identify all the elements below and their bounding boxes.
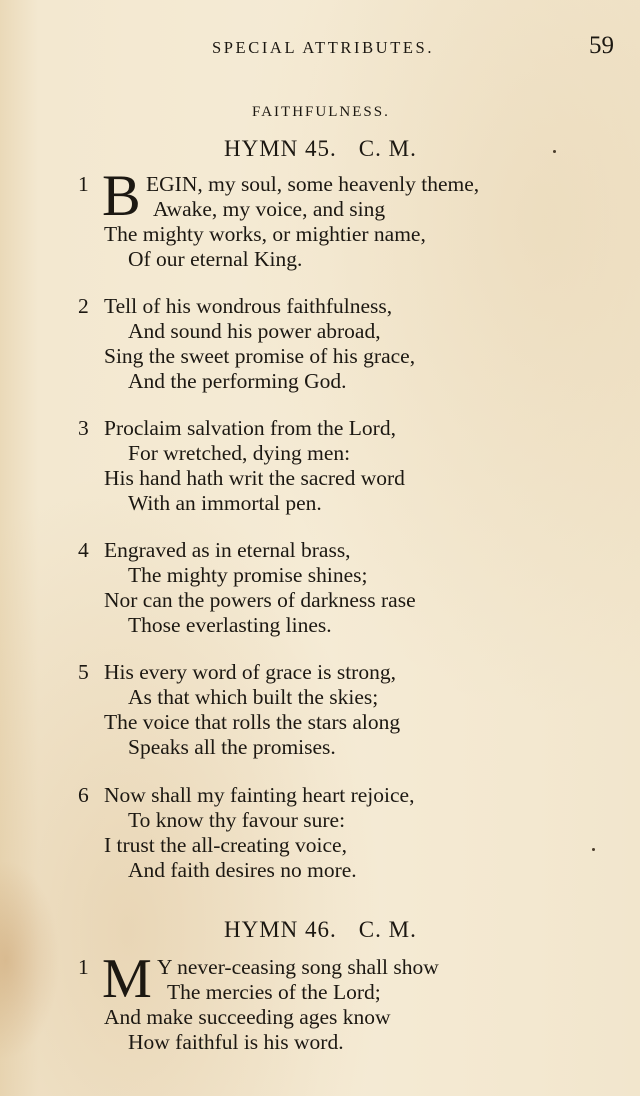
stanza-number: 5 [78,660,89,684]
hymn-line: How faithful is his word. [128,1030,344,1054]
hymn-line: Proclaim salvation from the Lord, [104,416,396,440]
hymn-line: With an immortal pen. [128,491,322,515]
hymn-title [224,917,417,943]
hymn-line: The mighty works, or mightier name, [104,222,426,246]
section-title: FAITHFULNESS. [252,104,390,120]
hymn-line: And the performing God. [128,369,347,393]
hymn-line: Those everlasting lines. [128,613,332,637]
hymn-number: HYMN 46. [224,917,337,942]
hymn-line: Engraved as in eternal brass, [104,538,351,562]
stanza-number: 6 [78,783,89,807]
stanza-number: 1 [78,172,89,196]
hymn-line: Now shall my fainting heart rejoice, [104,783,415,807]
hymn-line: Tell of his wondrous faithfulness, [104,294,393,318]
hymn-line: Nor can the powers of darkness rase [104,588,416,612]
hymn-line: Y never-ceasing song shall show [157,955,439,979]
hymn-line: Sing the sweet promise of his grace, [104,344,416,368]
hymn-line: And sound his power abroad, [128,319,381,343]
hymn-line: And make succeeding ages know [104,1005,391,1029]
hymn-line: As that which built the skies; [128,685,379,709]
stanza-number: 1 [78,955,89,979]
page-number: 59 [589,32,614,59]
drop-cap: M [102,948,152,1010]
hymn-meter: C. M. [358,917,417,942]
hymn-line: The voice that rolls the stars along [104,710,401,734]
hymn-line: Of our eternal King. [128,247,303,271]
hymn-line: For wretched, dying men: [128,441,351,465]
hymn-line: I trust the all-creating voice, [104,833,347,857]
drop-cap: B [102,163,141,228]
stanza-number: 2 [78,294,89,318]
hymn-line: His hand hath writ the sacred word [104,466,405,490]
paper-stain [0,860,60,1060]
ink-speck [592,848,595,851]
stanza-number: 3 [78,416,89,440]
hymn-title [224,136,417,162]
ink-speck [553,150,556,153]
hymn-line: And faith desires no more. [128,858,357,882]
hymn-line: The mighty promise shines; [128,563,368,587]
hymn-line: To know thy favour sure: [128,808,346,832]
hymn-line: EGIN, my soul, some heavenly theme, [146,172,480,196]
hymn-line: The mercies of the Lord; [167,980,381,1004]
stanza-number: 4 [78,538,89,562]
running-header: SPECIAL ATTRIBUTES. [212,38,435,57]
hymn-line: Speaks all the promises. [128,735,336,759]
hymn-meter: C. M. [358,136,417,161]
hymn-line: Awake, my voice, and sing [153,197,386,221]
hymn-number: HYMN 45. [224,136,337,161]
hymn-line: His every word of grace is strong, [104,660,396,684]
